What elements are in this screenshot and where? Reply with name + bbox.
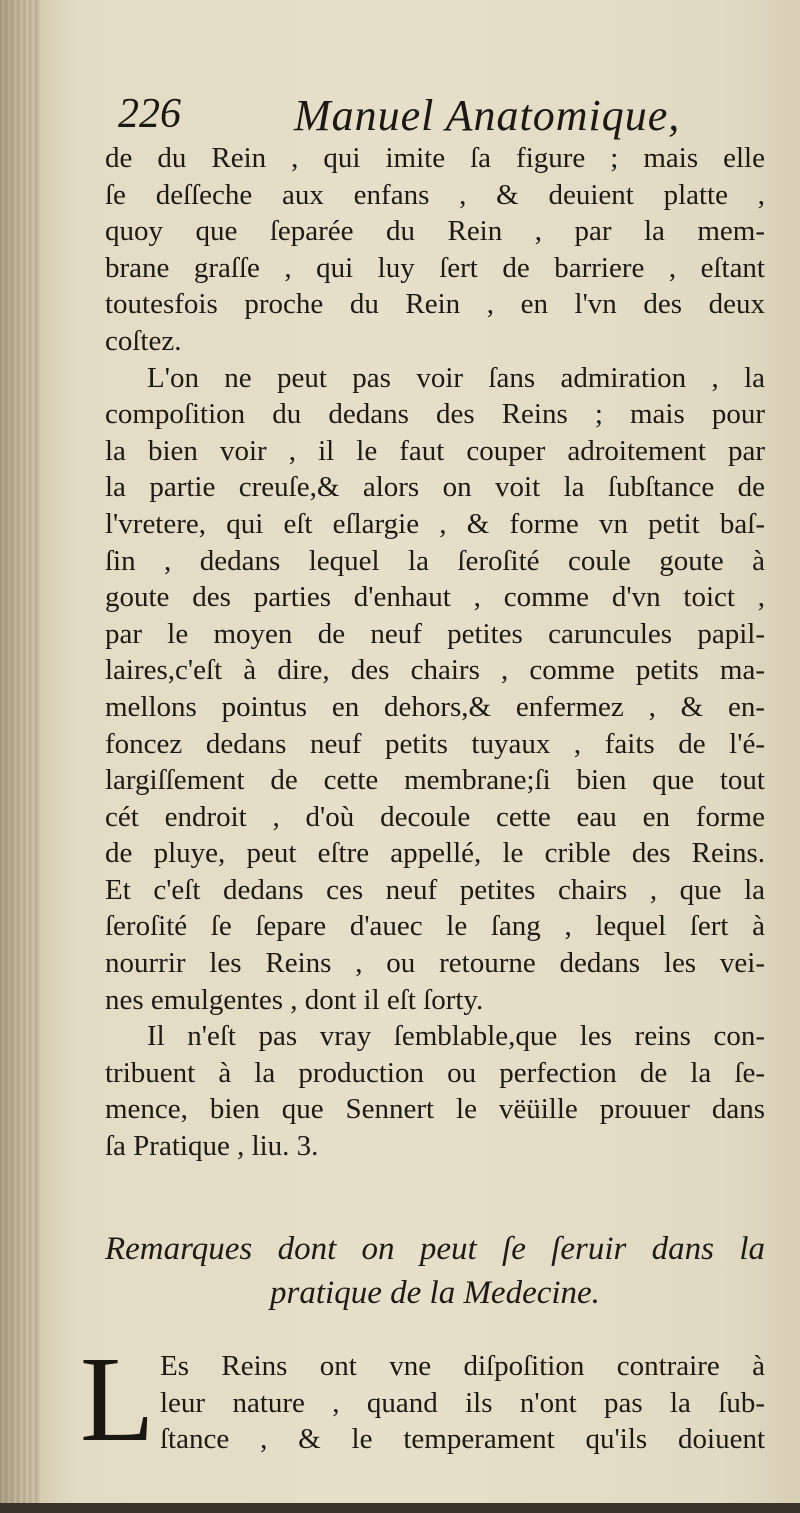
text-line: laires,c'eſt à dire, des chairs , comme petits ma- [105, 654, 765, 687]
text-line: cét endroit , d'où decoule cette eau en forme [105, 800, 765, 833]
text-line: toutesfois proche du Rein , en l'vn des deux [105, 288, 765, 321]
text-line: largiſſement de cette membrane;ſi bien que tout [105, 764, 765, 797]
text-line: L'on ne peut pas voir ſans admiration , la [147, 361, 765, 394]
text-line: ſin , dedans lequel la ſeroſité coule goute à [105, 544, 765, 577]
text-line: Il n'eſt pas vray ſemblable,que les reins con- [147, 1020, 765, 1053]
text-line: compoſition du dedans des Reins ; mais pour [105, 398, 765, 431]
page-gutter-edge [0, 0, 40, 1513]
text-line: de pluye, peut eſtre appellé, le crible des Reins. [105, 837, 765, 870]
text-line: quoy que ſeparée du Rein , par la mem- [105, 215, 765, 248]
text-line: mence, bien que Sennert le vëüille prouuer dans [105, 1093, 765, 1126]
text-line: mellons pointus en dehors,& enfermez , & en- [105, 690, 765, 723]
text-line: Et c'eſt dedans ces neuf petites chairs , que la [105, 873, 765, 906]
text-line: coſtez. [105, 324, 182, 357]
text-line: Es Reins ont vne diſpoſition contraire à [160, 1350, 765, 1382]
text-line: ſe deſſeche aux enfans , & deuient platte , [105, 178, 765, 211]
text-line: nourrir les Reins , ou retourne dedans les vei- [105, 947, 765, 980]
text-line: goute des parties d'enhaut , comme d'vn toict , [105, 581, 765, 614]
text-line: foncez dedans neuf petits tuyaux , faits de l'é- [105, 727, 765, 760]
text-line: leur nature , quand ils n'ont pas la ſub- [160, 1386, 765, 1419]
text-line: ſa Pratique , liu. 3. [105, 1130, 319, 1163]
scan-bottom-edge [0, 1503, 800, 1513]
heading-line: Remarques dont on peut ſe ſeruir dans la [105, 1231, 765, 1267]
text-line: tribuent à la production ou perfection de la ſe- [105, 1056, 765, 1089]
text-line: brane graſſe , qui luy ſert de barriere , eſtant [105, 251, 765, 284]
body-text [105, 140, 765, 1165]
page-number: 226 [118, 91, 181, 137]
text-line: la partie creuſe,& alors on voit la ſubſtance de [105, 471, 765, 504]
heading-line: pratique de la Medecine. [270, 1275, 600, 1311]
page-header [118, 90, 738, 140]
text-line: par le moyen de neuf petites caruncules papil- [105, 617, 765, 650]
text-line: la bien voir , il le faut couper adroitement par [105, 434, 765, 467]
text-line: ſtance , & le temperament qu'ils doiuent [160, 1423, 765, 1456]
final-paragraph [160, 1348, 765, 1458]
running-title: Manuel Anatomique, [294, 91, 681, 140]
text-line: de du Rein , qui imite ſa figure ; mais elle [105, 142, 765, 174]
text-line: nes emulgentes , dont il eſt ſorty. [105, 983, 484, 1016]
text-line: l'vretere, qui eſt eſlargie , & forme vn petit baſ- [105, 507, 765, 540]
text-line: ſeroſité ſe ſepare d'auec le ſang , lequel ſert à [105, 910, 765, 943]
section-heading [105, 1227, 765, 1315]
drop-cap-letter: L [80, 1332, 155, 1467]
